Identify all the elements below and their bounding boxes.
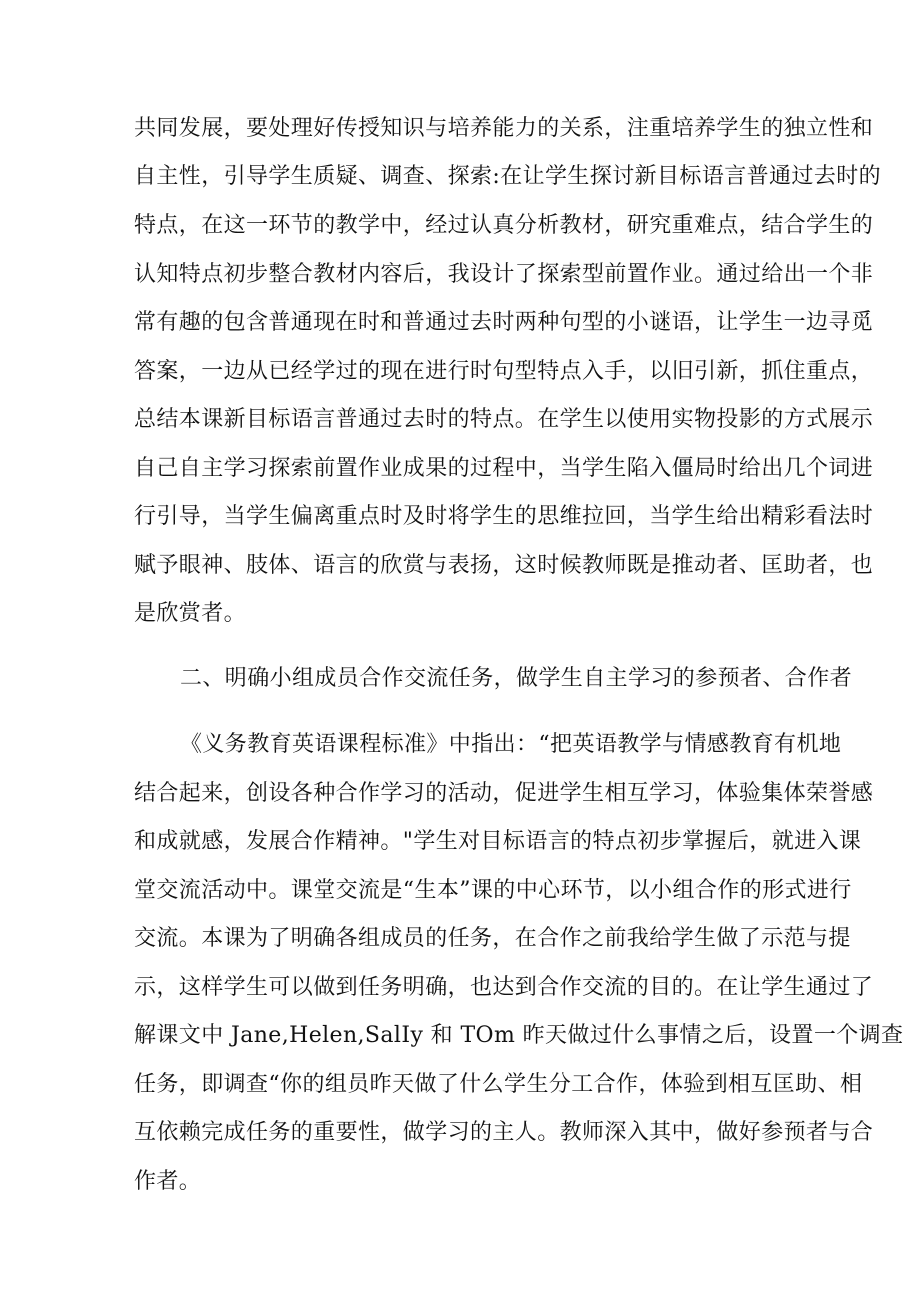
paragraph-2-line-7: 解课文中 Jane,Helen,SalIy 和 TOm 昨天做过什么事情之后，设置一个调查 [134,1023,904,1048]
paragraph-1-line-3: 特点，在这一环节的教学中，经过认真分析教材，研究重难点，结合学生的 [134,213,874,238]
paragraph-1-line-4: 认知特点初步整合教材内容后，我设计了探索型前置作业。通过给出一个非 [134,262,874,287]
paragraph-2-line-4: 堂交流活动中。课堂交流是“生本”课的中心环节，以小组合作的形式进行 [134,878,852,903]
paragraph-2-line-3: 和成就感，发展合作精神。"学生对目标语言的特点初步掌握后，就进入课 [134,829,862,854]
section-heading: 二、明确小组成员合作交流任务，做学生自主学习的参预者、合作者 [180,666,853,691]
paragraph-1-line-7: 总结本课新目标语言普通过去时的特点。在学生以使用实物投影的方式展示 [134,407,874,432]
paragraph-1-line-5: 常有趣的包含普通现在时和普通过去时两种句型的小谜语，让学生一边寻觅 [134,310,874,335]
paragraph-1-line-1: 共同发展，要处理好传授知识与培养能力的关系，注重培养学生的独立性和 [134,116,874,141]
paragraph-1-line-9: 行引导，当学生偏离重点时及时将学生的思维拉回，当学生给出精彩看法时 [134,504,874,529]
paragraph-2-line-5: 交流。本课为了明确各组成员的任务，在合作之前我给学生做了示范与提 [134,926,851,951]
paragraph-2-line-1: 《义务教育英语课程标准》中指出：“把英语教学与情感教育有机地 [180,732,842,757]
paragraph-1-line-10: 赋予眼神、肢体、语言的欣赏与表扬，这时候教师既是推动者、匡助者，也 [134,553,874,578]
paragraph-2-line-10: 作者。 [134,1169,202,1194]
paragraph-1-line-8: 自己自主学习探索前置作业成果的过程中，当学生陷入僵局时给出几个词进 [134,456,874,481]
paragraph-2-line-2: 结合起来，创设各种合作学习的活动，促进学生相互学习，体验集体荣誉感 [134,781,874,806]
paragraph-1-line-6: 答案，一边从已经学过的现在进行时句型特点入手，以旧引新，抓住重点， [134,359,874,384]
paragraph-1-line-11: 是欣赏者。 [134,601,247,626]
paragraph-1-line-2: 自主性，引导学生质疑、调查、探索:在让学生探讨新目标语言普通过去时的 [134,164,882,189]
paragraph-2-line-6: 示，这样学生可以做到任务明确，也达到合作交流的目的。在让学生通过了 [134,975,874,1000]
paragraph-2-line-9: 互依赖完成任务的重要性，做学习的主人。教师深入其中，做好参预者与合 [134,1120,874,1145]
paragraph-2-line-8: 任务，即调查“你的组员昨天做了什么学生分工合作，体验到相互匡助、相 [134,1072,863,1097]
